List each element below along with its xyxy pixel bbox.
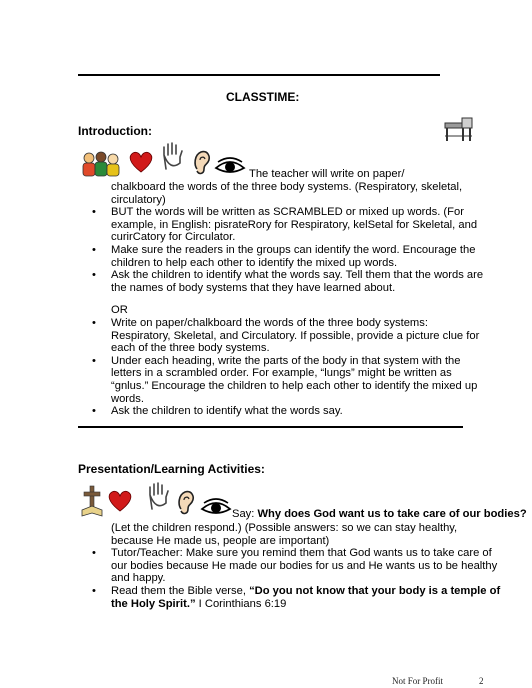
heart-icon xyxy=(127,150,155,174)
page-number: 2 xyxy=(479,676,484,686)
eye-icon xyxy=(200,497,232,517)
ear-icon xyxy=(192,149,212,177)
list-item: • Ask the children to identify what the words say. Tell them that the words are the names of body systems that they have learned about. xyxy=(90,269,490,294)
list-item: • Write on paper/chalkboard the words of the three body systems: Respiratory, Skeletal, and Circulatory. If possible, provide a picture clue for each of the three body systems. xyxy=(90,317,490,355)
say-question: Why does God want us to take care of our bodies? xyxy=(257,508,527,520)
desk-icon xyxy=(442,117,476,143)
list-item: • Make sure the readers in the groups can identify the word. Encourage the children to help each other to identify the mixed up words. xyxy=(90,244,490,269)
top-divider xyxy=(78,74,440,76)
presentation-heading: Presentation/Learning Activities: xyxy=(78,462,265,476)
list-item: • Under each heading, write the parts of the body in that system with the letters in a scrambled order. For example, “lungs” might be written as “gnlus.” Encourage the children to help each other to identify the mixed up words. xyxy=(90,355,490,405)
verse-reference: I Corinthians 6:19 xyxy=(195,597,287,610)
or-label: OR xyxy=(111,304,128,317)
middle-divider xyxy=(78,426,463,428)
children-group-icon xyxy=(80,150,122,180)
bible-verse: “Do you not know that your body is a temple of the Holy Spirit.” xyxy=(111,584,501,610)
verse-intro: Read them the Bible verse, xyxy=(111,584,250,597)
intro-bullets-a xyxy=(90,206,490,294)
list-item: • BUT the words will be written as SCRAMBLED or mixed up words. (For example, in English: pisrateRory for Respiratory, kelSetal for Skeletal, and curirCatory for Circulator. xyxy=(90,206,490,244)
eye-icon xyxy=(214,156,246,176)
cross-bible-icon xyxy=(80,484,104,518)
say-prefix: Say: xyxy=(232,508,258,520)
footer-label: Not For Profit xyxy=(392,676,444,686)
list-item xyxy=(90,585,502,610)
heart-icon xyxy=(106,489,134,513)
ear-icon xyxy=(176,489,196,517)
say-answers: (Let the children respond.) (Possible answers: so we can stay healthy, because He made us, people are important) xyxy=(111,522,458,547)
intro-lead-continued: chalkboard the words of the three body systems. (Respiratory, skeletal, circulatory) xyxy=(111,181,463,206)
presentation-say-line xyxy=(232,508,527,521)
intro-bullets-b xyxy=(90,317,490,418)
list-item: • Tutor/Teacher: Make sure you remind them that God wants us to take care of our bodies because He made our bodies for us and He wants us to be healthy and happy. xyxy=(90,547,502,585)
intro-body xyxy=(90,181,490,418)
intro-heading: Introduction: xyxy=(78,124,152,138)
intro-lead: The teacher will write on paper/ xyxy=(249,168,405,180)
presentation-bullets xyxy=(90,547,502,610)
hand-icon xyxy=(146,481,172,511)
list-item: • Ask the children to identify what the words say. xyxy=(90,405,490,418)
presentation-body xyxy=(90,522,502,610)
hand-icon xyxy=(160,141,186,171)
page-title: CLASSTIME: xyxy=(226,90,300,104)
